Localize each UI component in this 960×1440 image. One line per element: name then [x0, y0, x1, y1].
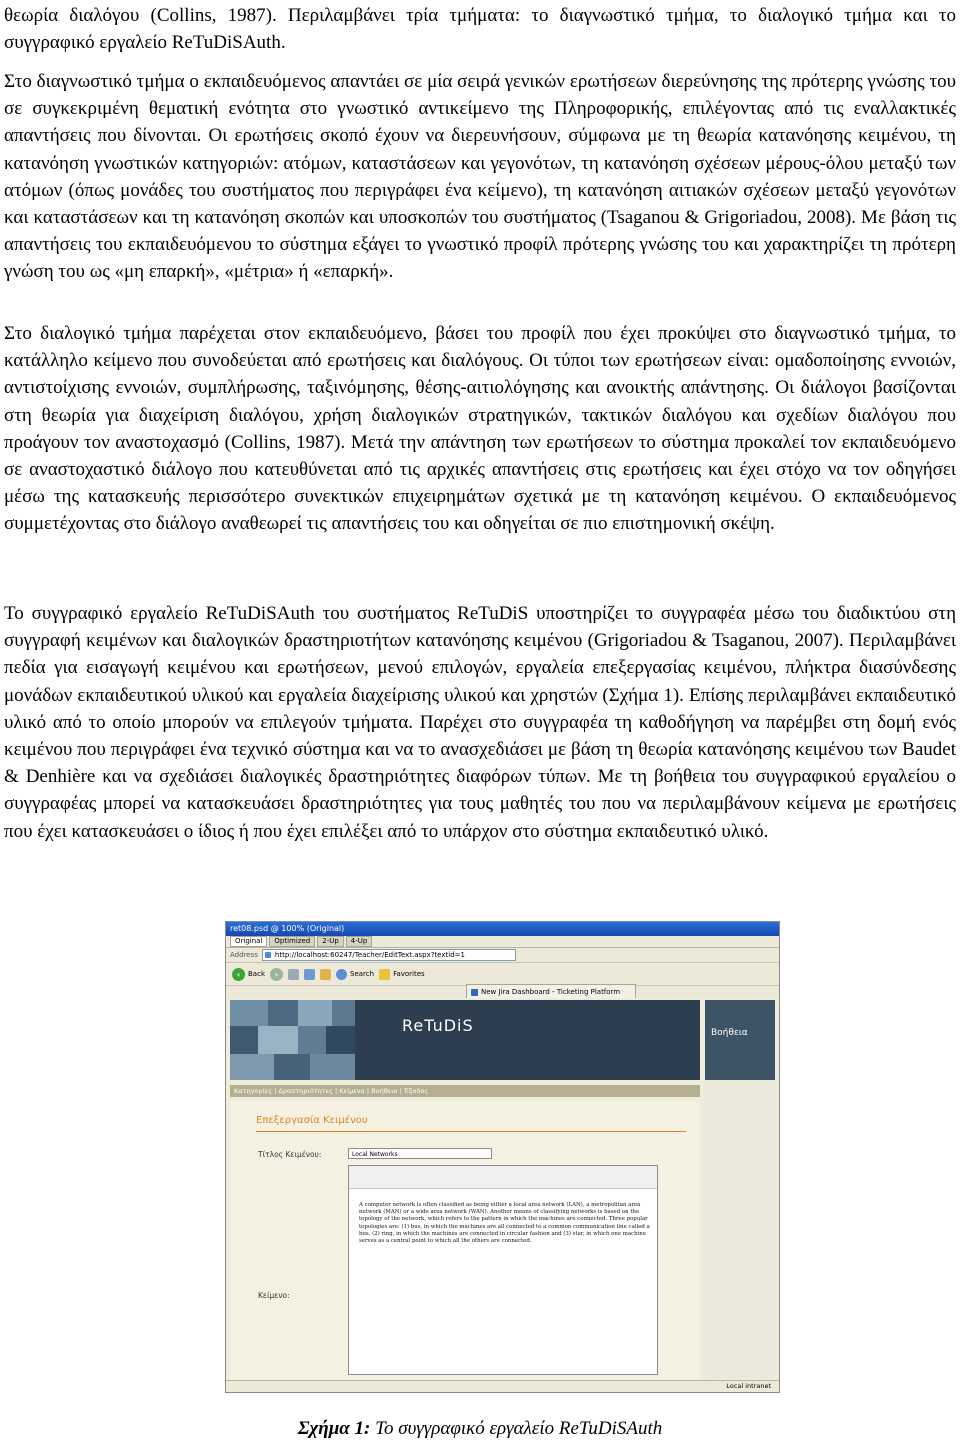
- heading-rule: [256, 1131, 686, 1132]
- url-input[interactable]: http://localhost:60247/Teacher/EditText.aspx?textid=1: [262, 949, 516, 961]
- editor-content[interactable]: A computer network is often classified as being either a local area network (LAN), a metropolitan area network (MAN) or a wide area network (WAN). Another means of classifying networks is based on the topology of the network, which refers to the pattern in which the machines are connected. Three popular topologies are: (1) bus, in which the machines are all connected to a common communication line called a bus, (2) ring, in which the machines are connected in circular fashion and (3) star, in which one machine serves as a central point to which all the others are connected.: [359, 1202, 650, 1245]
- status-bar: [226, 1380, 779, 1392]
- caption-text: Το συγγραφικό εργαλείο ReTuDiSAuth: [375, 1418, 663, 1439]
- paragraph-intro: θεωρία διαλόγου (Collins, 1987). Περιλαμβάνει τρία τμήματα: το διαγνωστικό τμήμα, το διαλογικό τμήμα και το συγγραφικό εργαλείο ReTuDiSAuth.: [4, 5, 956, 54]
- paragraph-dialogue: Στο διαλογικό τμήμα παρέχεται στον εκπαιδευόμενο, βάσει του προφίλ που έχει προκύψει στο διαγνωστικό τμήμα, το κατάλληλο κείμενο που συνοδεύεται από ερωτήσεις και διαλόγους. Οι τύποι των ερωτήσεων είναι: ομαδοποίησης εννοιών, αντιστοίχισης εννοιών, συμπλήρωσης, ταξινόμησης, θέσης-αιτιολόγησης και ανοικτής απάντησης. Οι διάλογοι βασίζονται στη θεωρία για διαχείριση διαλόγου, χρήση διαλογικών στρατηγικών, τακτικών διαλόγου και σχεδίων διαλόγου που προάγουν τον αναστοχασμό (Collins, 1987). Μετά την απάντηση των ερωτήσεων το σύστημα προκαλεί τον εκπαιδευόμενο σε αναστοχαστικό διάλογο που κατευθύνεται από τις αρχικές απαντήσεις στις ερωτήσεις και έχει στόχο να τον οδηγήσει μέσω της κατασκευής περισσότερο συνεκτικών επιχειρημάτων σχετικά με τη κατανόηση κειμένου. Ο εκπαιδευόμενος συμμετέχοντας στο διάλογο αναθεωρεί τις απαντήσεις του και οδηγείται σε πιο επιστημονική σκέψη.: [4, 323, 956, 535]
- browser-toolbar: [226, 963, 779, 986]
- view-tabs: [226, 936, 779, 948]
- search-label: Search: [350, 970, 375, 978]
- editor-toolbar[interactable]: [349, 1166, 657, 1189]
- back-arrow-icon: ‹: [232, 968, 245, 981]
- stop-icon[interactable]: [288, 969, 299, 980]
- window-title: ret08.psd @ 100% (Original): [226, 922, 779, 936]
- paragraph-authoring: Το συγγραφικό εργαλείο ReTuDiSAuth του συστήματος ReTuDiS υποστηρίζει το συγγραφέα μέσω του διαδικτύου στη συγγραφή κειμένων και διαλογικών δραστηριοτήτων κατανόησης κειμένου (Grigoriadou & Tsaganou, 2007). Περιλαμβάνει πεδία για εισαγωγή κειμένου και ερωτήσεων, μενού επιλογών, εργαλεία επεξεργασίας κειμένου, πλήκτρα διασύνδεσης μονάδων εκπαιδευτικού υλικού και εργαλεία διαχείρισης υλικού και χρηστών (Σχήμα 1). Επίσης περιλαμβάνει εκπαιδευτικό υλικό από το οποίο μπορούν να επιλεγούν τμήματα. Παρέχει στο συγγραφέα τη καθοδήγηση να παρέμβει στη δομή ενός κειμένου που περιγράφει ένα τεχνικό σύστημα και να το ανασχεδιάσει με βάση τη θεωρία κατανόησης κειμένου των Baudet & Denhière και να σχεδιάσει διαλογικές δραστηριότητες διαφόρων τύπων. Με τη βοήθεια του συγγραφικού εργαλείου ο συγγραφέας μπορεί να κατασκευάσει δραστηριότητες για τους μαθητές του που να περιλαμβάνουν κείμενα με ερωτήσεις που έχει κατασκευάσει ο ίδιος ή που έχει επιλέξει από το υπάρχον στο σύστημα εκπαιδευτικό υλικό.: [4, 603, 956, 842]
- text-editor[interactable]: [348, 1165, 658, 1375]
- search-button[interactable]: [336, 969, 374, 980]
- web-page: [226, 998, 779, 1381]
- search-icon: [336, 969, 347, 980]
- status-zone: Local intranet: [726, 1382, 771, 1390]
- view-tab-original[interactable]: Original: [230, 936, 267, 947]
- edit-panel: [230, 1101, 700, 1381]
- paragraph-diagnostic: Στο διαγνωστικό τμήμα ο εκπαιδευόμενος απαντάει σε μία σειρά γενικών ερωτήσεων διερεύνησης της πρότερης γνώσης του σε συγκεκριμένη θεματική ενότητα στο γνωστικό αντικείμενο της Πληροφορικής, επιλέγοντας από τις εναλλακτικές απαντήσεις που δίνονται. Οι ερωτήσεις σκοπό έχουν να διερευνήσουν, σύμφωνα με τη θεωρία κατανόησης κειμένου, τη κατανόηση γνωστικών κατηγοριών: ατόμων, καταστάσεων και γεγονότων, τη κατανόηση σχέσεων μέρους-όλου μεταξύ των ατόμων (όπως μονάδες του συστήματος που περιγράφει ένα κείμενο), τη κατανόηση αιτιακών σχέσεων μεταξύ γεγονότων και καταστάσεων και τη κατανόηση σκοπών και υποσκοπών του συστήματος (Tsaganou & Grigoriadou, 2008). Με βάση τις απαντήσεις του εκπαιδευόμενου το σύστημα εξάγει το γνωστικό προφίλ πρότερης γνώσης του και χαρακτηρίζει τη πρότερη γνώση του ως «μη επαρκή», «μέτρια» ή «επαρκή».: [4, 71, 956, 283]
- main-menu[interactable]: Κατηγορίες | Δραστηριότητες | Κείμενα | Βοήθεια | Έξοδος: [230, 1085, 700, 1097]
- favorites-button[interactable]: [379, 969, 425, 980]
- help-header: [705, 1000, 775, 1080]
- view-tab-2up[interactable]: 2-Up: [317, 936, 344, 947]
- title-label: Τίτλος Κειμένου:: [258, 1150, 322, 1159]
- site-header: [230, 1000, 700, 1080]
- caption-lead: Σχήμα 1:: [297, 1418, 371, 1439]
- back-label: Back: [248, 970, 265, 978]
- view-tab-4up[interactable]: 4-Up: [346, 936, 373, 947]
- help-link[interactable]: Βοήθεια: [711, 1028, 748, 1038]
- refresh-icon[interactable]: [304, 969, 315, 980]
- figure-caption: [0, 1418, 960, 1440]
- address-bar: [226, 948, 779, 963]
- browser-tab[interactable]: New Jira Dashboard - Ticketing Platform: [466, 984, 636, 998]
- star-icon: [379, 969, 390, 980]
- header-mosaic: [230, 1000, 355, 1080]
- figure-screenshot: [225, 921, 780, 1393]
- back-button[interactable]: [232, 968, 265, 981]
- text-label: Κείμενο:: [258, 1291, 290, 1300]
- forward-button[interactable]: [270, 968, 283, 981]
- address-label: Address: [230, 951, 258, 959]
- favorites-label: Favorites: [393, 970, 425, 978]
- help-panel: [705, 1000, 775, 1378]
- forward-arrow-icon: ›: [270, 968, 283, 981]
- home-icon[interactable]: [320, 969, 331, 980]
- view-tab-optimized[interactable]: Optimized: [269, 936, 315, 947]
- site-logo: ReTuDiS: [402, 1016, 474, 1035]
- page-heading: Επεξεργασία Κειμένου: [256, 1115, 368, 1126]
- title-input[interactable]: Local Networks: [348, 1148, 492, 1159]
